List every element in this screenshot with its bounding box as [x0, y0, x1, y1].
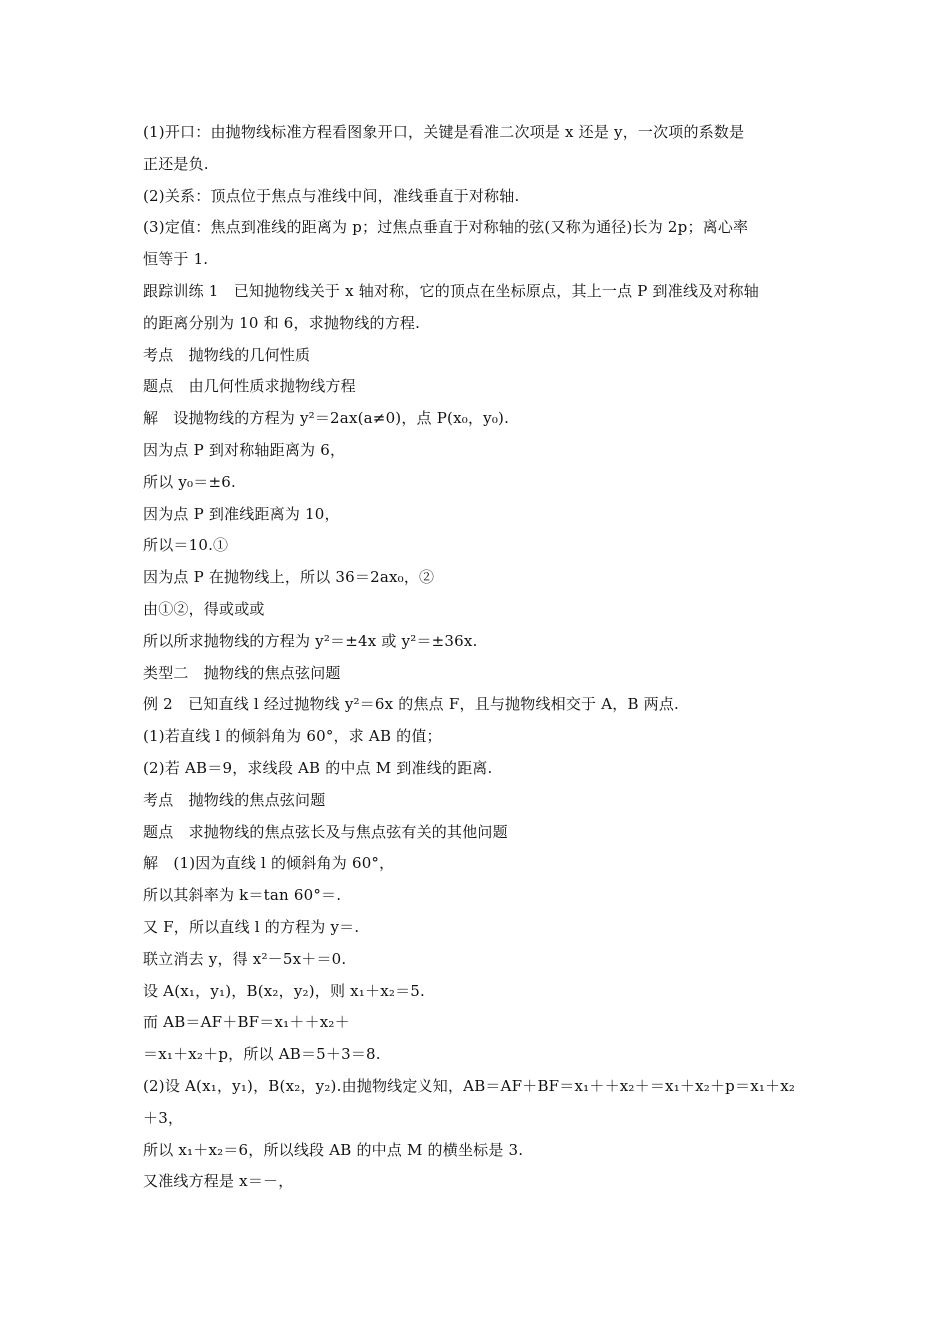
- text-line: 由①②，得或或或: [143, 599, 265, 618]
- text-line: (2)关系：顶点位于焦点与准线中间，准线垂直于对称轴.: [143, 186, 520, 205]
- text-line: (3)定值：焦点到准线的距离为 p；过焦点垂直于对称轴的弦(又称为通径)长为 2p；离心率: [143, 218, 749, 237]
- text-line: 跟踪训练 1 已知抛物线关于 x 轴对称，它的顶点在坐标原点，其上一点 P 到准线及对称轴: [143, 281, 759, 300]
- text-line: ＝x₁＋x₂＋p，所以 AB＝5＋3＝8.: [143, 1045, 381, 1064]
- text-line: 因为点 P 到准线距离为 10，: [143, 504, 340, 523]
- text-line: 所以其斜率为 k＝tan 60°＝.: [143, 886, 342, 905]
- text-line: 设 A(x₁，y₁)，B(x₂，y₂)，则 x₁＋x₂＝5.: [143, 981, 425, 1000]
- text-line: 考点 抛物线的焦点弦问题: [143, 790, 326, 809]
- text-line: 所以＝10.①: [143, 536, 229, 555]
- text-line: 题点 求抛物线的焦点弦长及与焦点弦有关的其他问题: [143, 822, 508, 841]
- text-line: 所以 x₁＋x₂＝6，所以线段 AB 的中点 M 的横坐标是 3.: [143, 1140, 524, 1159]
- text-line: 联立消去 y，得 x²－5x＋＝0.: [143, 949, 347, 968]
- text-line: (2)设 A(x₁，y₁)，B(x₂，y₂).由抛物线定义知，AB＝AF＋BF＝x₁＋＋x₂＋＝x₁＋x₂＋p＝x₁＋x₂: [143, 1076, 796, 1095]
- text-line: 解 (1)因为直线 l 的倾斜角为 60°，: [143, 854, 395, 873]
- text-line: 因为点 P 在抛物线上，所以 36＝2ax₀，②: [143, 568, 435, 587]
- text-line: 考点 抛物线的几何性质: [143, 345, 311, 364]
- text-line: 又 F，所以直线 l 的方程为 y＝.: [143, 917, 360, 936]
- text-line: 又准线方程是 x＝－，: [143, 1172, 294, 1191]
- text-line: 因为点 P 到对称轴距离为 6，: [143, 440, 346, 459]
- text-line: 而 AB＝AF＋BF＝x₁＋＋x₂＋: [143, 1013, 350, 1032]
- text-line: 解 设抛物线的方程为 y²＝2ax(a≠0)，点 P(x₀，y₀).: [143, 409, 510, 428]
- text-line: (1)开口：由抛物线标准方程看图象开口，关键是看准二次项是 x 还是 y，一次项的系数是: [143, 123, 745, 141]
- text-line: 的距离分别为 10 和 6，求抛物线的方程.: [143, 313, 421, 332]
- text-line: 题点 由几何性质求抛物线方程: [143, 377, 356, 396]
- text-line: ＋3，: [143, 1108, 184, 1127]
- text-line: (2)若 AB＝9，求线段 AB 的中点 M 到准线的距离.: [143, 758, 493, 777]
- text-line: 类型二 抛物线的焦点弦问题: [143, 663, 341, 682]
- text-line: 例 2 已知直线 l 经过抛物线 y²＝6x 的焦点 F，且与抛物线相交于 A，B 两点.: [143, 695, 680, 714]
- document-body: [143, 117, 815, 1198]
- text-line: 所以所求抛物线的方程为 y²＝±4x 或 y²＝±36x.: [143, 631, 478, 650]
- text-line: (1)若直线 l 的倾斜角为 60°，求 AB 的值；: [143, 727, 442, 746]
- text-line: 恒等于 1.: [143, 250, 209, 269]
- text-line: 所以 y₀＝±6.: [143, 472, 236, 491]
- text-line: 正还是负.: [143, 154, 209, 173]
